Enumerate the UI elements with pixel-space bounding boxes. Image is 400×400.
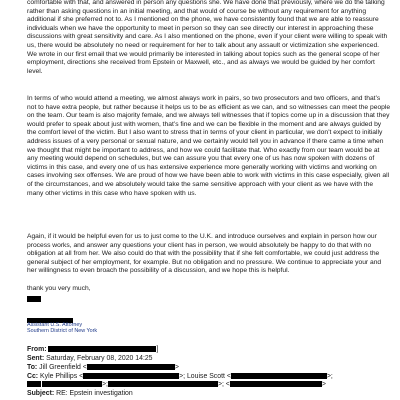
cc-redaction-4 [42, 381, 102, 387]
body-paragraph-1: comfortable with that, and answered in person any questions she. We have done that previously, where we do the talking rather than asking questions in an initial meeting, and that would of course be without any requirement for anything additional if she preferred not to. As I mentioned on the phone, we have consistently found that we are able to reassure individuals when we have the opportunity to meet in person so they can see directly our interest in approaching these discussions with great sensitivity and care. As I also mentioned on the phone, even if your client were willing to speak with us, there would be absolutely no need or requirement for her to talk about any assault or victimization she experienced. We wrote in our first email that we would primarily be interested in talking about topics such as the general scope of her employment, directions she received from Epstein or Maxwell, etc., and as always we would be guided by her comfort level. [27, 0, 388, 75]
cc-redaction-1 [83, 373, 179, 379]
cc2-sep-1: >; [102, 381, 108, 388]
header-sent [27, 355, 153, 363]
signature-office-line: Southern District of New York [27, 328, 98, 335]
subject-label: Subject: [27, 390, 55, 397]
to-label: To: [27, 364, 38, 371]
to-end: > [174, 364, 179, 371]
closing-line: thank you very much, [27, 285, 91, 292]
sent-label: Sent: [27, 355, 45, 362]
body-paragraph-2: In terms of who would attend a meeting, we almost always work in pairs, so two prosecutors and two officers, and that’s not to have extra people, but rather because it helps us to be as efficient as we can, and so witnesses can meet the people on the team. Our team is also majority female, and we always tell witnesses that if topics come up in a discussion that they would prefer to speak about just with women, that’s fine and we can be flexible in the moment and are always guided by the comfort level of the victim. But I also want to stress that in terms of your client in particular, we don’t expect to initially address issues of a very personal or sexual nature, and we certainly would tell you in advance if there came a time when we thought that might be important to address, and how we could facilitate that. Who exactly from our team would be at any meeting would depend on schedules, but we can assure you that every one of us has now spoken with dozens of victims in this case, and every one of us has extensive experience more generally working with victims and working on cases involving sex offenses. We are proud of how we have been able to work with victims in this case especially, given all of the circumstances, and we absolutely would take the same sensitive approach with your client as we have with the many other victims in this case who have spoken with us. [27, 95, 391, 197]
cc2-sep-2: >; < [217, 381, 230, 388]
sent-value: Saturday, February 08, 2020 14:25 [46, 355, 153, 362]
header-subject [27, 390, 133, 398]
cc2-end: > [321, 381, 326, 388]
cc-name-1: Kyle Phillips < [40, 373, 84, 380]
from-redaction [48, 346, 156, 352]
to-redaction [87, 364, 175, 370]
cc-sep-1: >; Louise Scott < [179, 373, 231, 380]
from-label: From: [27, 346, 47, 353]
header-cc [27, 373, 333, 381]
cc-sep-2: >; [326, 373, 333, 380]
subject-value: RE: Epstein investigation [56, 390, 133, 397]
signature-title [27, 322, 97, 335]
body-paragraph-3: Again, if it would be helpful even for us to just come to the U.K. and introduce ourselves and explain in person how our process works, and answer any questions your client has in person, we would absolutely be happy to do that with no obligation at all from her. We also could do that with the possibility that if she felt comfortable, we could just address the general subject of her employment, for example. But no obligation and no pressure. We continue to appreciate your and her willingness to even broach the possibility of a discussion, and we hope this is helpful. [27, 233, 382, 275]
to-value: Jill Greenfield < [39, 364, 87, 371]
cc-redaction-6 [230, 381, 322, 387]
header-to [27, 364, 179, 372]
signature-name-redaction [27, 296, 41, 302]
cc-label: Cc: [27, 373, 39, 380]
header-from: From: ] [27, 346, 159, 353]
cc-redaction-2 [231, 373, 327, 379]
signature-title-line: Assistant U.S. Attorney [27, 322, 83, 328]
cc-redaction-5 [108, 381, 218, 387]
cc-redaction-3 [27, 381, 41, 387]
header-cc-continued [27, 381, 326, 389]
